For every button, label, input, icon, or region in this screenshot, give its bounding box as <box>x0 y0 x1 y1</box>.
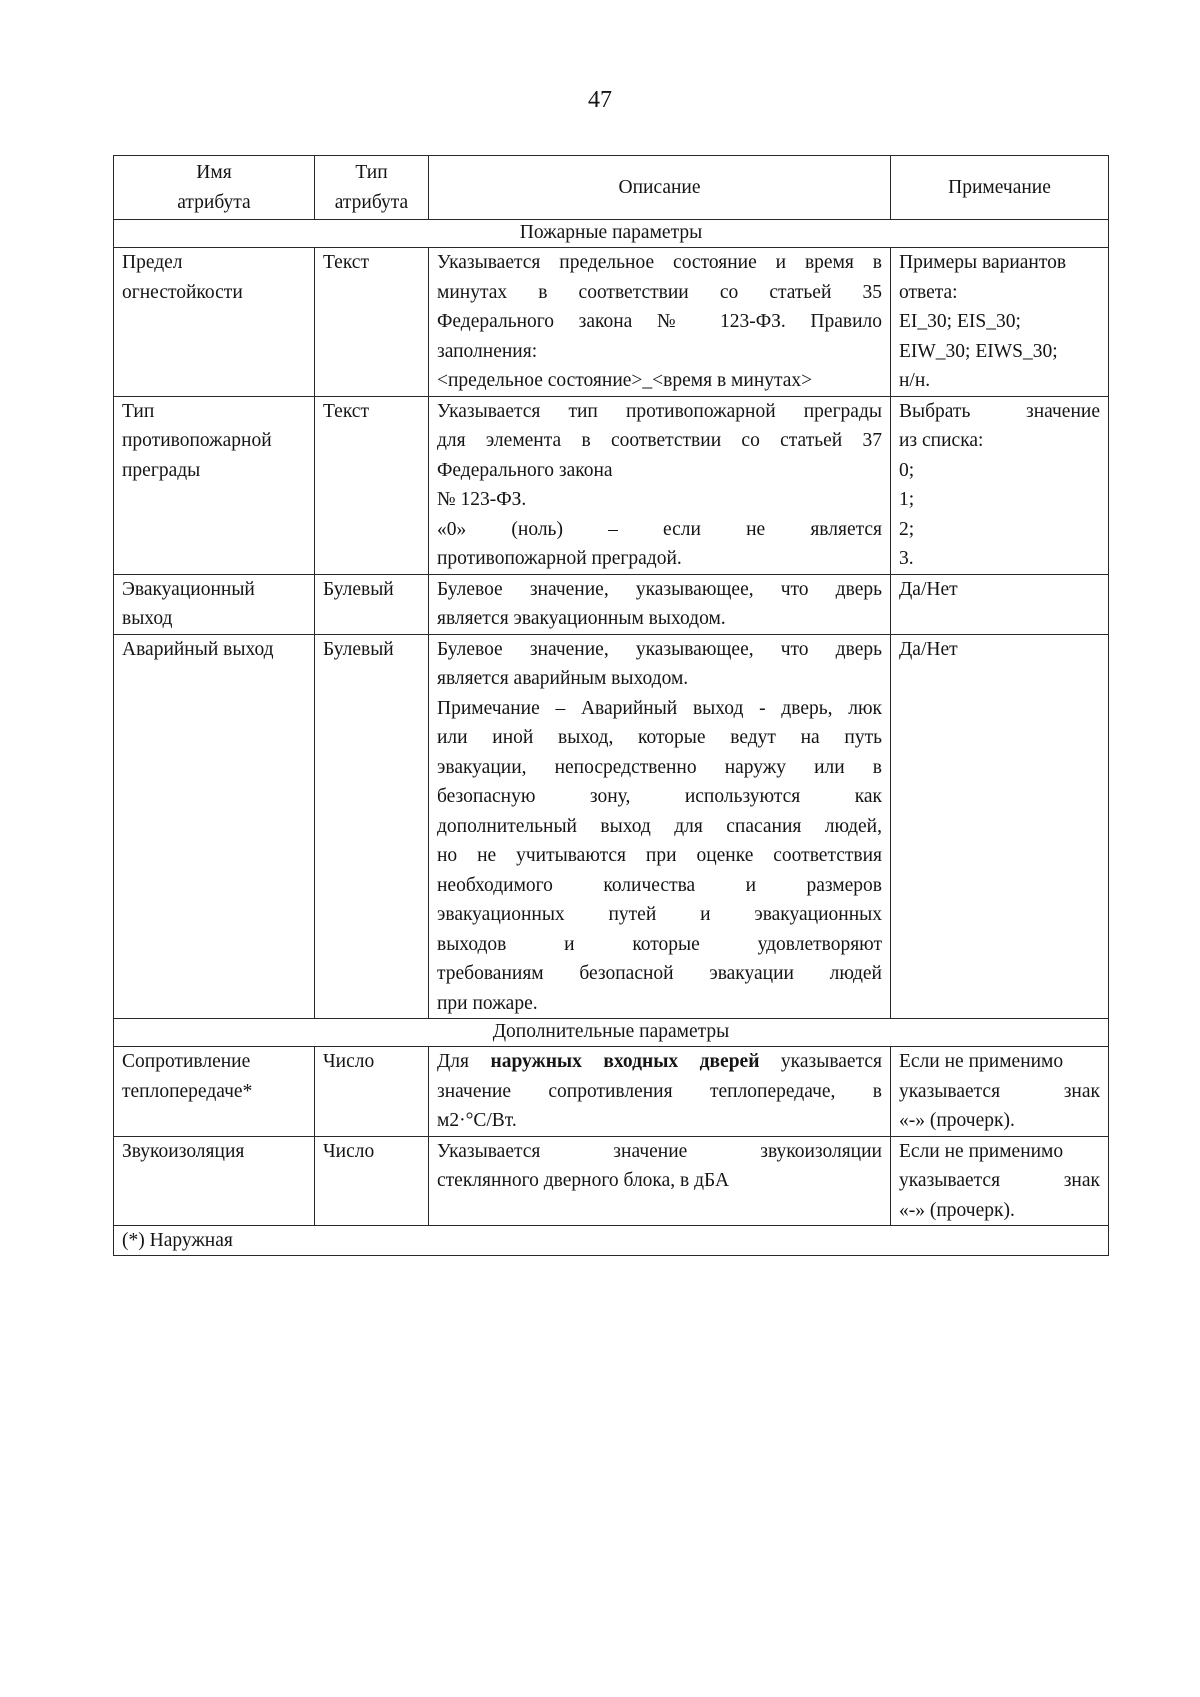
section-title-fire: Пожарные параметры <box>114 220 1109 248</box>
header-row <box>114 156 1109 220</box>
cell-description: Булевое значение, указывающее, что дверь является аварийным выходом. Примечание – Аварийный выход - дверь, люк или иной выход, которые ведут на путь эвакуации, непосредственно наружу или в безопасную зону, используются как дополнительный выход для спасания людей, но не учитываются при оценке соответствия необходимого количества и размеров эвакуационных путей и эвакуационных выходов и которые удовлетворяют требованиям безопасной эвакуации людей при пожаре. <box>429 634 891 1019</box>
footnote-row <box>114 1226 1109 1256</box>
cell-name: Предел огнестойкости <box>114 248 315 397</box>
cell-note: Если не применимо указывается знак «-» (прочерк). <box>891 1047 1109 1137</box>
header-attribute-name: Имя атрибута <box>114 156 315 220</box>
section-row-fire <box>114 220 1109 248</box>
attributes-table <box>113 155 1109 1256</box>
cell-note: Выбрать значение из списка: 0; 1; 2; 3. <box>891 396 1109 574</box>
table-row <box>114 396 1109 574</box>
cell-type: Текст <box>315 248 429 397</box>
page-number: 47 <box>588 87 612 113</box>
cell-description: Булевое значение, указывающее, что дверь является эвакуационным выходом. <box>429 574 891 634</box>
cell-description: Для наружных входных дверей указывается значение сопротивления теплопередаче, в м2·°С/Вт. <box>429 1047 891 1137</box>
footnote: (*) Наружная <box>114 1226 1109 1256</box>
cell-name: Аварийный выход <box>114 634 315 1019</box>
cell-type: Число <box>315 1136 429 1226</box>
table-row <box>114 1047 1109 1137</box>
bold-phrase: наружных входных дверей <box>490 1051 760 1072</box>
header-note: Примечание <box>891 156 1109 220</box>
header-attribute-type: Тип атрибута <box>315 156 429 220</box>
cell-note: Если не применимо указывается знак «-» (прочерк). <box>891 1136 1109 1226</box>
cell-description: Указывается предельное состояние и время в минутах в соответствии со статьей 35 Федерального закона № 123-ФЗ. Правило заполнения: <предельное состояние>_<время в минутах> <box>429 248 891 397</box>
table-row <box>114 574 1109 634</box>
table-row <box>114 1136 1109 1226</box>
description-first-line: Для наружных входных дверей указывается <box>437 1051 882 1072</box>
section-row-additional <box>114 1019 1109 1047</box>
table-row <box>114 248 1109 397</box>
cell-description: Указывается тип противопожарной преграды для элемента в соответствии со статьей 37 Федерального закона № 123-ФЗ. «0» (ноль) – если не является противопожарной преградой. <box>429 396 891 574</box>
header-description: Описание <box>429 156 891 220</box>
cell-note: Да/Нет <box>891 574 1109 634</box>
cell-name: Звукоизоляция <box>114 1136 315 1226</box>
cell-type: Булевый <box>315 574 429 634</box>
cell-note: Примеры вариантов ответа: EI_30; EIS_30; EIW_30; EIWS_30; н/н. <box>891 248 1109 397</box>
cell-type: Число <box>315 1047 429 1137</box>
cell-type: Булевый <box>315 634 429 1019</box>
cell-description: Указывается значение звукоизоляции стеклянного дверного блока, в дБА <box>429 1136 891 1226</box>
cell-name: Сопротивление теплопередаче* <box>114 1047 315 1137</box>
table-row <box>114 634 1109 1019</box>
cell-name: Эвакуационный выход <box>114 574 315 634</box>
cell-type: Текст <box>315 396 429 574</box>
cell-note: Да/Нет <box>891 634 1109 1019</box>
section-title-additional: Дополнительные параметры <box>114 1019 1109 1047</box>
cell-name: Тип противопожарной преграды <box>114 396 315 574</box>
